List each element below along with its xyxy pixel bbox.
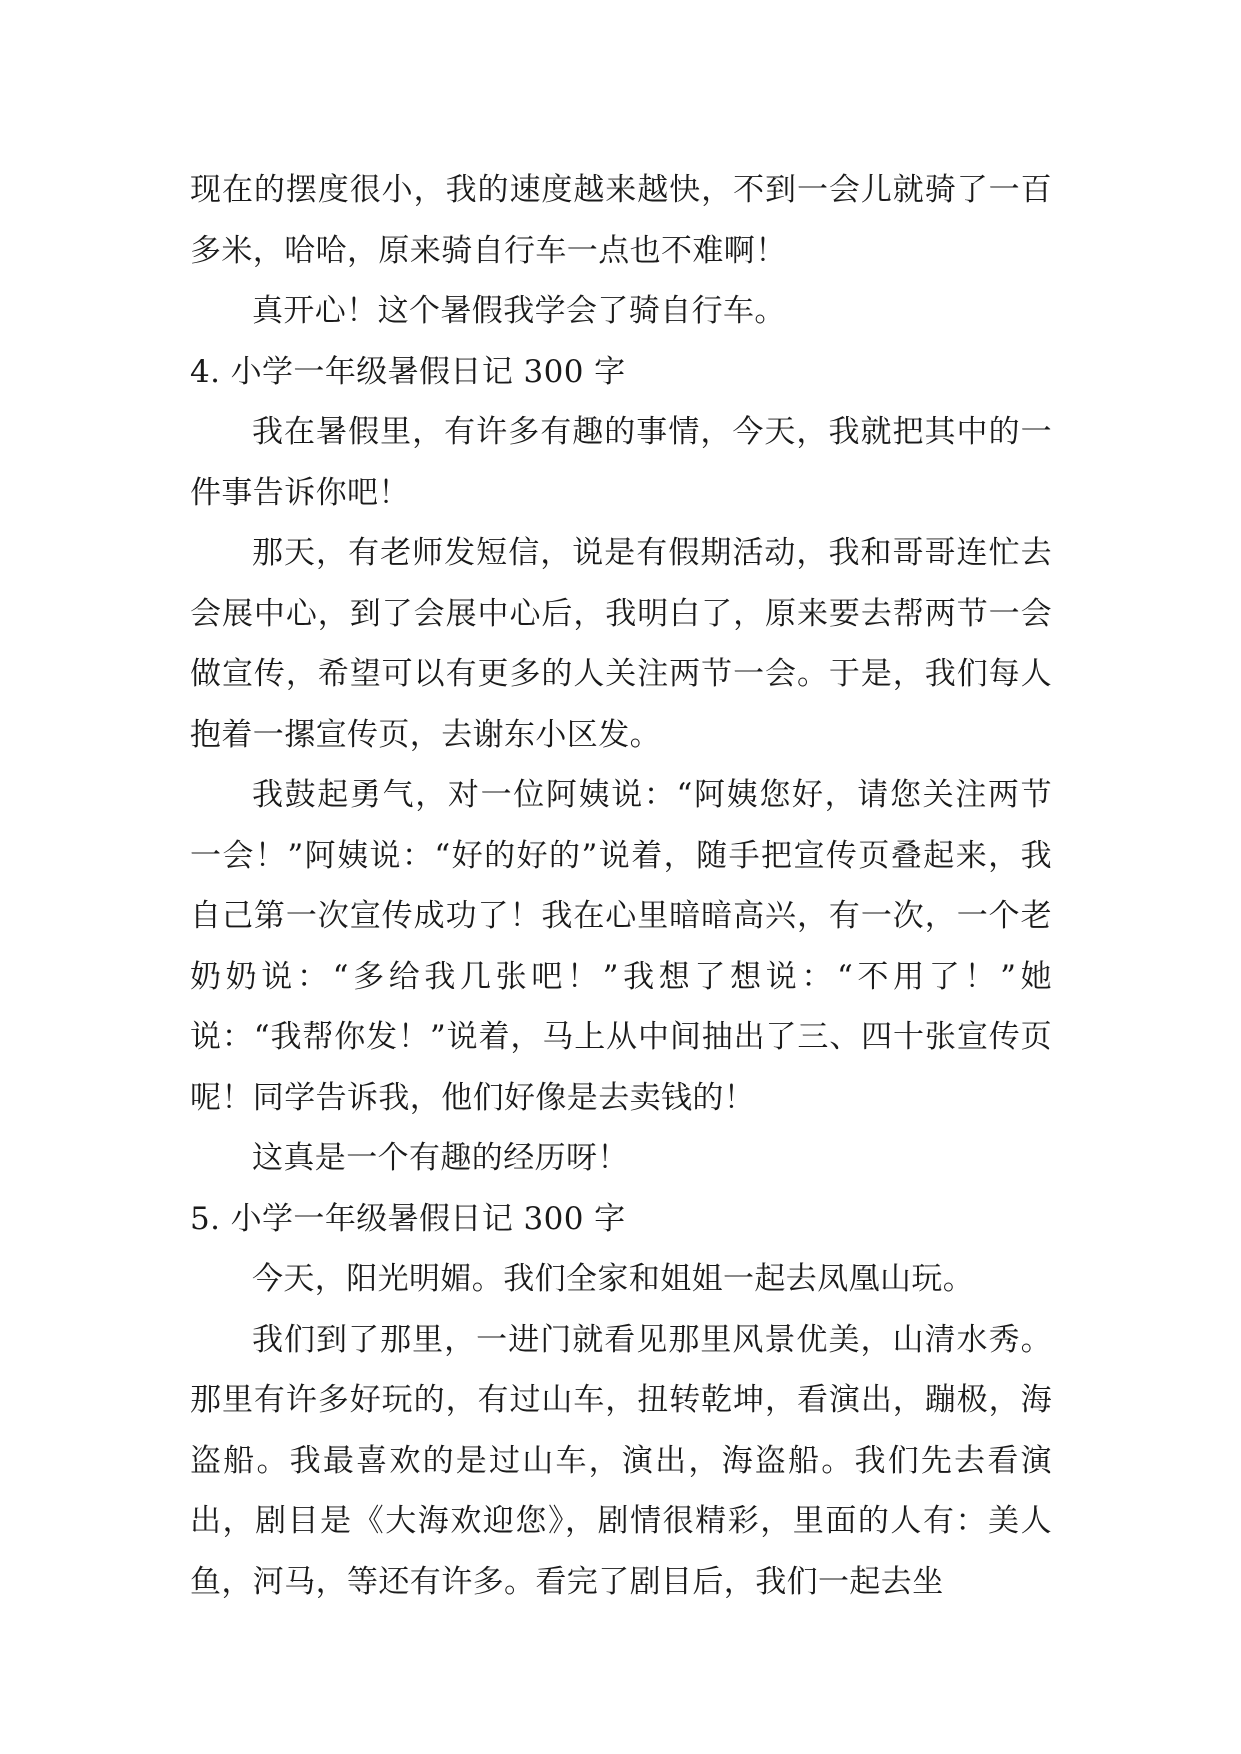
- paragraph-bike-continued: 现在的摆度很小，我的速度越来越快，不到一会儿就骑了一百多米，哈哈，原来骑自行车一点也不难啊！: [190, 172, 1052, 269]
- paragraph-phoenix-mountain: 今天，阳光明媚。我们全家和姐姐一起去凤凰山玩。: [252, 1261, 975, 1297]
- paragraph-summer-intro: 我在暑假里，有许多有趣的事情，今天，我就把其中的一件事告诉你吧！: [190, 414, 1052, 511]
- document-body: [190, 160, 1052, 1612]
- paragraph-amusement-park: 我们到了那里，一进门就看见那里风景优美，山清水秀。那里有许多好玩的，有过山车，扭转乾坤，看演出，蹦极，海盗船。我最喜欢的是过山车，演出，海盗船。我们先去看演出，剧目是《大海欢迎您》，剧情很精彩，里面的人有：美人鱼，河马，等还有许多。看完了剧目后，我们一起去坐: [190, 1321, 1052, 1600]
- section-heading-4: 4. 小学一年级暑假日记 300 字: [190, 353, 626, 390]
- paragraph-bike-ending: 真开心！这个暑假我学会了骑自行车。: [252, 293, 786, 329]
- paragraph-interesting-experience: 这真是一个有趣的经历呀！: [252, 1140, 629, 1176]
- paragraph-flyers: 我鼓起勇气，对一位阿姨说：“阿姨您好，请您关注两节一会！”阿姨说：“好的好的”说着，随手把宣传页叠起来，我自己第一次宣传成功了！我在心里暗暗高兴，有一次，一个老奶奶说：“多给我几张吧！”我想了想说：“不用了！”她说：“我帮你发！”说着，马上从中间抽出了三、四十张宣传页呢！同学告诉我，他们好像是去卖钱的！: [190, 777, 1052, 1116]
- section-heading-5: 5. 小学一年级暑假日记 300 字: [190, 1200, 626, 1237]
- paragraph-exhibition-center: 那天，有老师发短信，说是有假期活动，我和哥哥连忙去会展中心，到了会展中心后，我明白了，原来要去帮两节一会做宣传，希望可以有更多的人关注两节一会。于是，我们每人抱着一摞宣传页，去谢东小区发。: [190, 535, 1052, 753]
